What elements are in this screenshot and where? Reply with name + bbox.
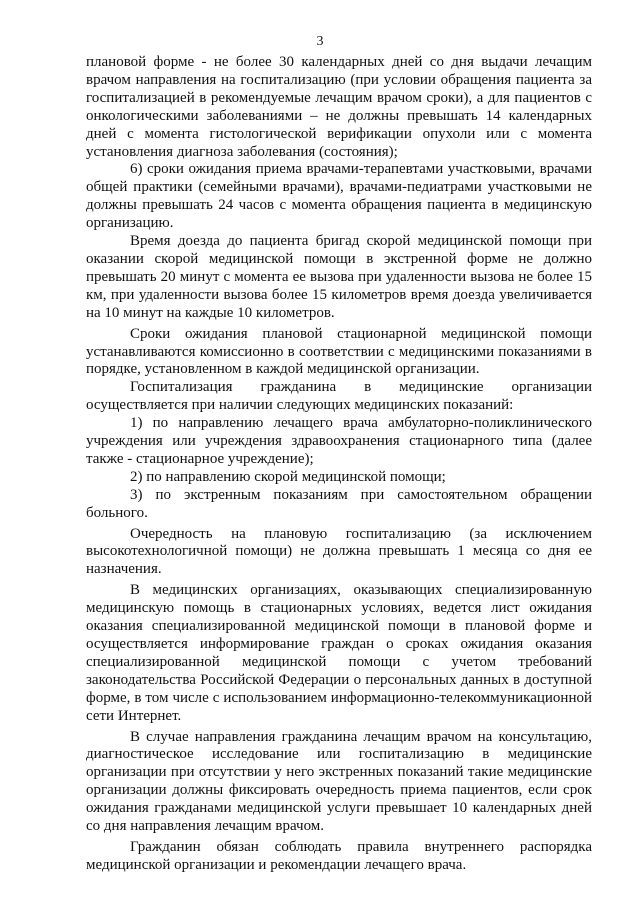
- paragraph-planned-queue: Очередность на плановую госпитализацию (за исключением высокотехнологичной помощи) не должна превышать 1 месяца со дня ее назначения.: [86, 525, 592, 578]
- paragraph-referral-queue: В случае направления гражданина лечащим врачом на консультацию, диагностическое исследование или госпитализацию в медицинские организации при отсутствии у него экстренных показаний такие медицинские организации должны фиксировать очередность приема пациентов, если срок ожидания гражданами медицинской услуги превышает 10 календарных дней со дня направления лечащим врачом.: [86, 728, 592, 835]
- paragraph-inpatient-waiting: Сроки ожидания плановой стационарной медицинской помощи устанавливаются комиссионно в соответствии с медицинскими показаниями в порядке, установленном в каждой медицинской организации.: [86, 325, 592, 378]
- paragraph-patient-obligations: Гражданин обязан соблюдать правила внутреннего распорядка медицинской организации и рекомендации лечащего врача.: [86, 838, 592, 873]
- page-number: 3: [316, 34, 324, 49]
- document-body: [86, 54, 592, 875]
- paragraph-hospitalization-indications: Госпитализация гражданина в медицинские организации осуществляется при наличии следующих медицинских показаний:: [86, 379, 592, 414]
- list-item-3: 3) по экстренным показаниям при самостоятельном обращении больного.: [86, 486, 592, 521]
- list-item-1: 1) по направлению лечащего врача амбулаторно-поликлинического учреждения или учреждения здравоохранения стационарного типа (далее также - стационарное учреждение);: [86, 415, 592, 467]
- list-item-2: 2) по направлению скорой медицинской помощи;: [130, 468, 446, 485]
- paragraph-ambulance-arrival: Время доезда до пациента бригад скорой медицинской помощи при оказании скорой медицинской помощи в экстренной форме не должно превышать 20 минут с момента ее вызова при удаленности вызова не более 15 км, при удаленности вызова более 15 километров время доезда увеличивается на 10 минут на каждые 10 километров.: [86, 233, 592, 321]
- paragraph-continuation: плановой форме - не более 30 календарных дней со дня выдачи лечащим врачом направления на госпитализацию (при условии обращения пациента за госпитализацией в рекомендуемые лечащим врачом сроки), а для пациентов с онкологическими заболеваниями – не должны превышать 14 календарных дней с момента гистологической верификации опухоли или с момента установления диагноза заболевания (состояния);: [86, 54, 592, 160]
- paragraph-waiting-list: В медицинских организациях, оказывающих специализированную медицинскую помощь в стационарных условиях, ведется лист ожидания оказания специализированной медицинской помощи в плановой форме и осуществляется информирование граждан о сроках ожидания оказания специализированной медицинской помощи с учетом требований законодательства Российской Федерации о персональных данных в доступной форме, в том числе с использованием информационно-телекоммуникационной сети Интернет.: [86, 582, 592, 724]
- paragraph-item-6-waiting-time: 6) сроки ожидания приема врачами-терапевтами участковыми, врачами общей практики (семейными врачами), врачами-педиатрами участковыми не должны превышать 24 часов с момента обращения пациента в медицинскую организацию.: [86, 161, 592, 232]
